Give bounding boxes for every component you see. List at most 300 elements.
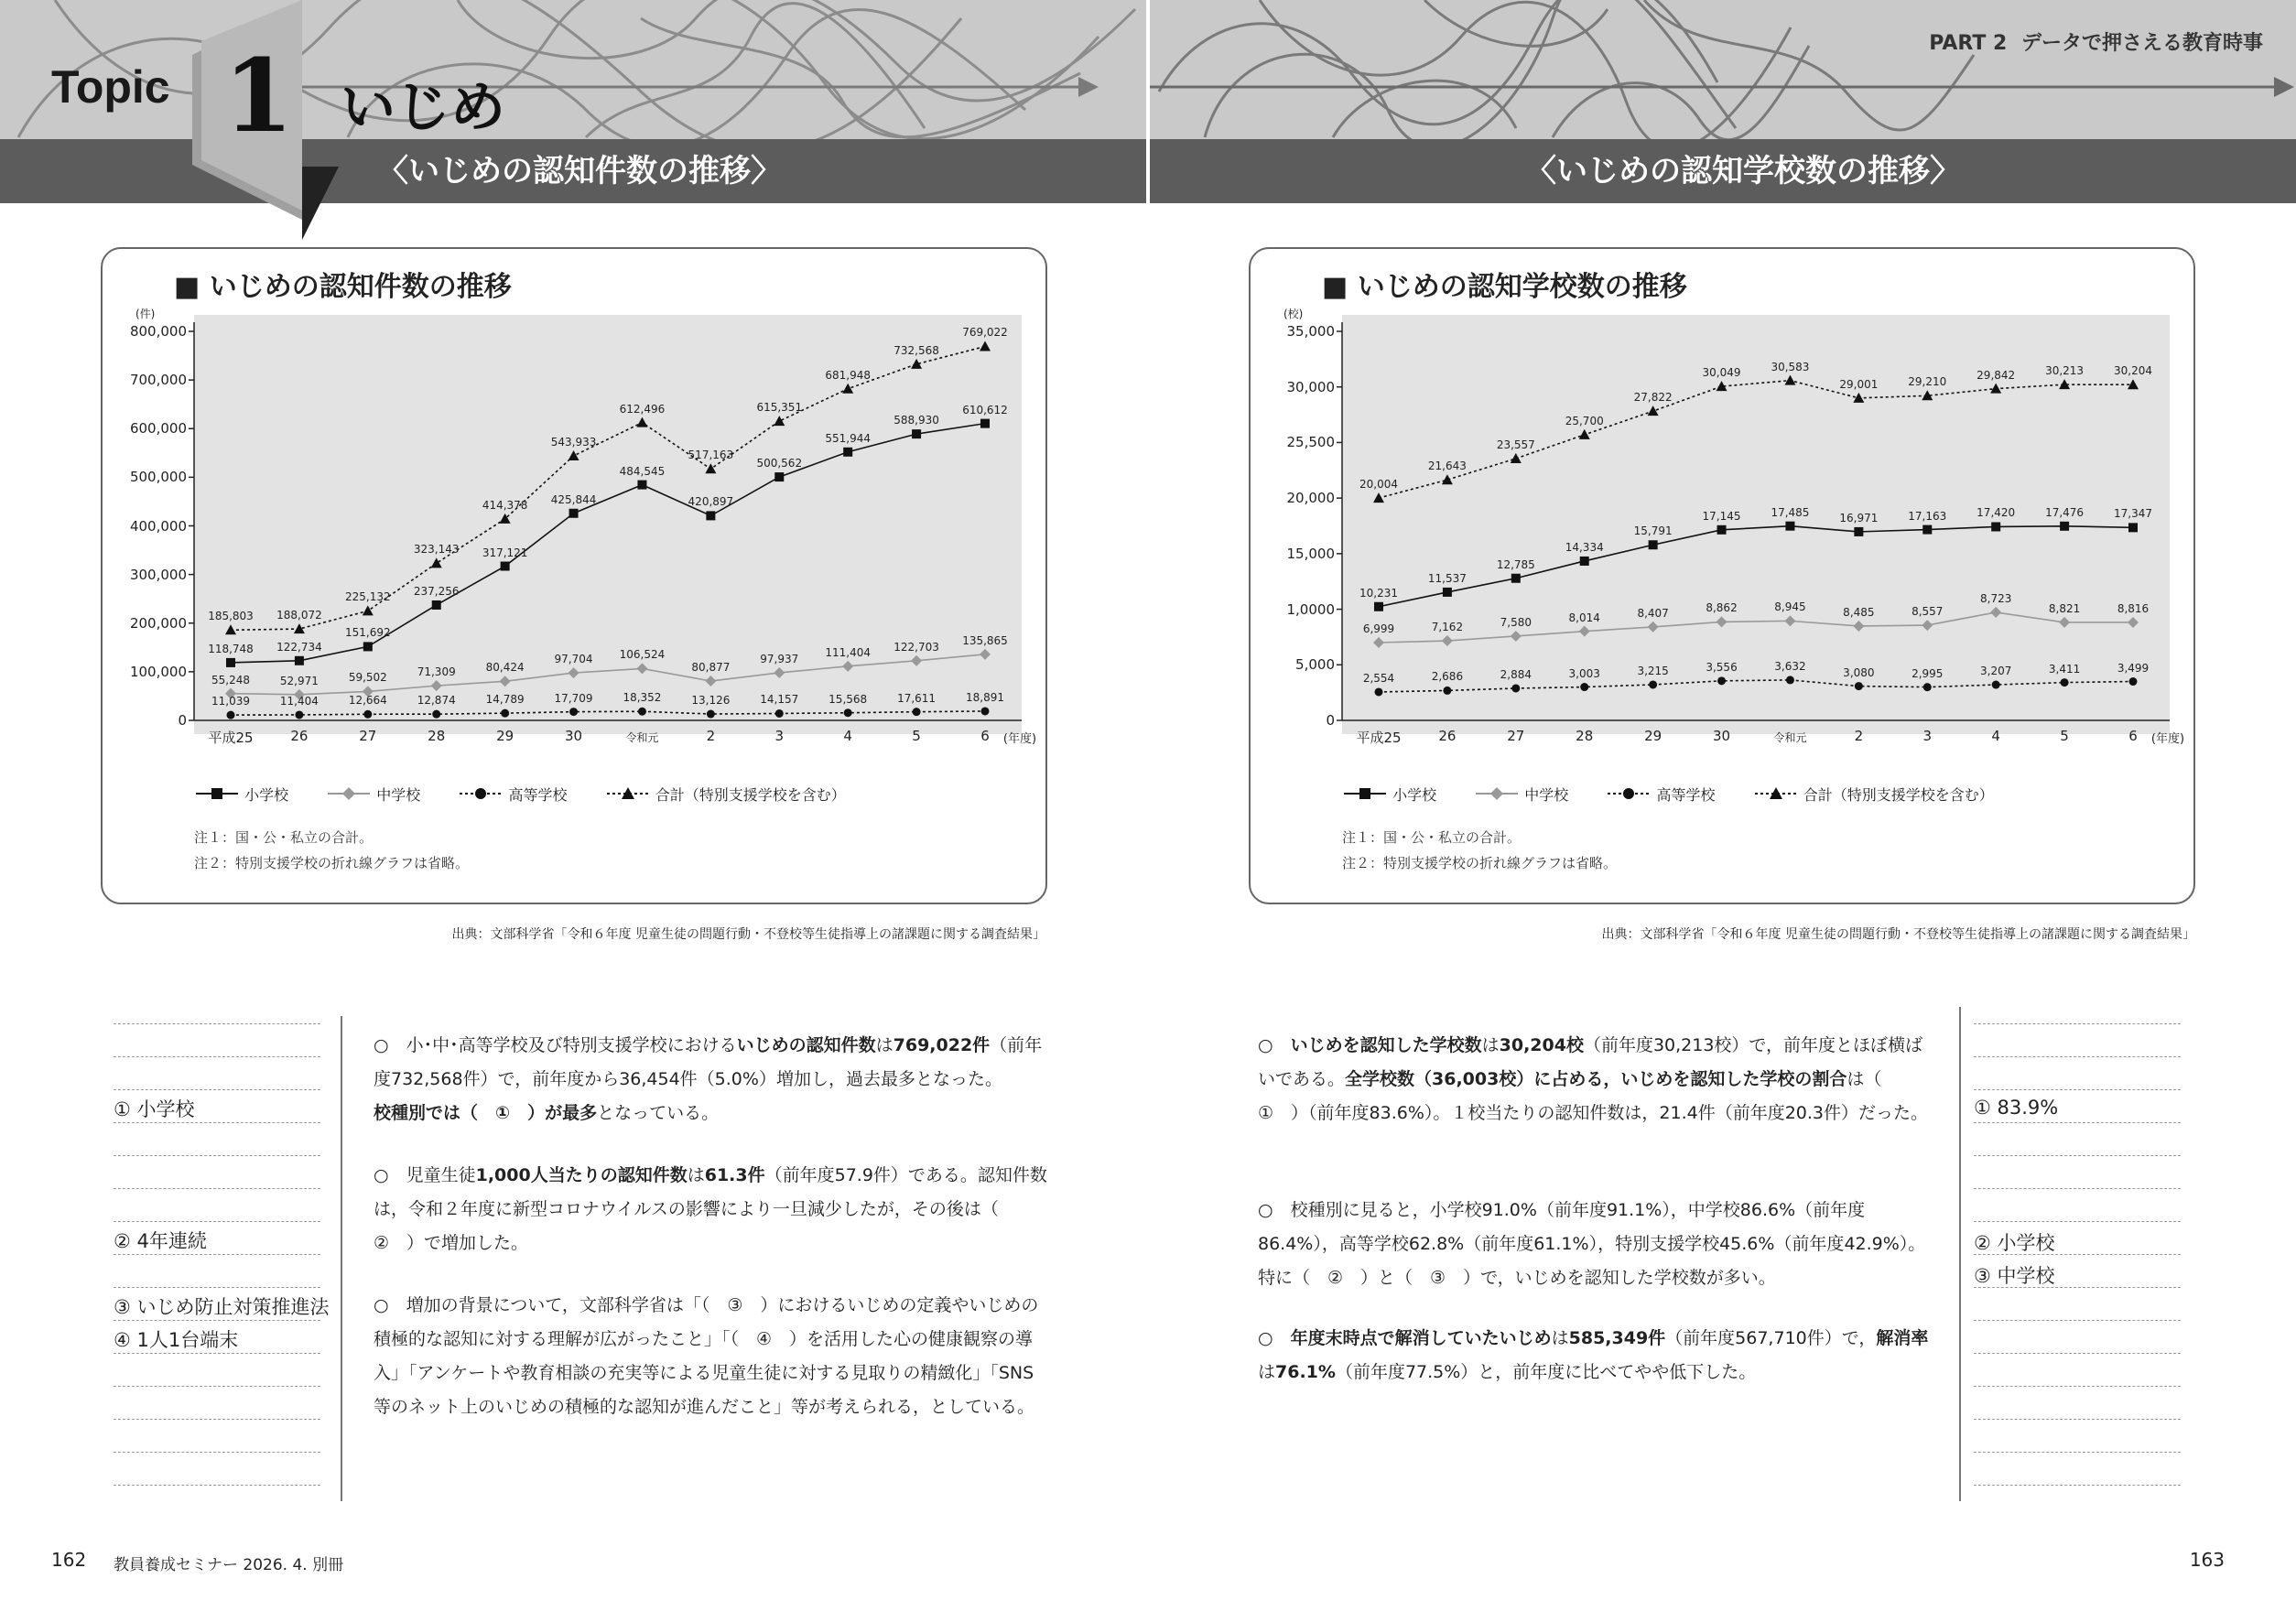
memo-line xyxy=(1974,1320,2181,1321)
data-label: 732,568 xyxy=(893,343,939,357)
data-label: 543,933 xyxy=(550,436,597,449)
x-tick-label: 28 xyxy=(428,728,446,744)
legend-item xyxy=(1474,784,1568,805)
data-point xyxy=(1784,375,1795,385)
memo-line xyxy=(114,1419,320,1420)
data-point xyxy=(705,676,716,687)
data-point xyxy=(1717,676,1726,685)
data-label: 14,789 xyxy=(485,693,525,707)
data-point xyxy=(980,341,991,351)
data-label: 7,162 xyxy=(1431,621,1464,634)
data-point xyxy=(774,472,784,481)
x-tick-label: 30 xyxy=(1712,728,1731,744)
right-column-divider xyxy=(1959,1007,1961,1501)
data-label: 12,874 xyxy=(417,694,456,708)
left-subtitle-bar xyxy=(0,139,1146,203)
left-chart-heading: ■ いじめの認知件数の推移 xyxy=(174,271,512,303)
memo-line xyxy=(114,1452,320,1453)
text-span: （前 xyxy=(990,1035,1025,1055)
text-span: の積極的な認知に対する理解が広がったこと」「（ ④ ）を活用した心の健康観察 xyxy=(374,1295,1039,1349)
data-label: 6,999 xyxy=(1362,622,1395,635)
data-label: 8,862 xyxy=(1706,601,1738,615)
data-label: 80,424 xyxy=(485,661,525,675)
data-point xyxy=(774,667,785,678)
data-point xyxy=(1375,687,1383,696)
data-label: 8,485 xyxy=(1843,605,1875,619)
right-paragraph-2 xyxy=(1258,1194,1935,1295)
data-label: 29,001 xyxy=(1839,377,1879,391)
memo-answer: ② 小学校 xyxy=(1974,1232,2055,1254)
data-point xyxy=(638,708,646,716)
data-point xyxy=(1991,522,2000,531)
data-point xyxy=(501,562,510,571)
memo-answer: ① 小学校 xyxy=(114,1098,195,1120)
x-tick-label: 28 xyxy=(1576,728,1594,744)
data-point xyxy=(637,481,646,490)
data-label: 30,213 xyxy=(2045,364,2085,378)
y-tick-label: 0 xyxy=(178,712,187,729)
x-tick-label: 27 xyxy=(1507,728,1525,744)
data-point xyxy=(227,711,235,719)
memo-line xyxy=(114,1122,320,1123)
memo-line xyxy=(1974,1023,2181,1024)
text-span: 知件数は，令和２年度に新型コロナウイルスの影響により一旦減少したが，その xyxy=(374,1165,1047,1219)
x-tick-label: 3 xyxy=(774,728,785,744)
series-line xyxy=(1379,612,2133,643)
data-label: 3,207 xyxy=(1979,665,2012,678)
data-point xyxy=(2061,678,2069,687)
chart-note: 注１：国・公・私立の合計。 xyxy=(194,829,374,846)
data-label: 225,132 xyxy=(345,590,391,604)
data-label: 615,351 xyxy=(756,401,803,415)
memo-line xyxy=(114,1353,320,1354)
data-label: 17,709 xyxy=(554,691,593,705)
y-tick-label: 300,000 xyxy=(129,566,187,583)
data-point xyxy=(775,709,784,718)
data-label: 2,995 xyxy=(1912,666,1944,680)
text-bold: 全学校数（36,003校）に占める，いじめを認知した学校の割合 xyxy=(1345,1069,1847,1089)
data-point xyxy=(706,511,715,520)
text-span: は xyxy=(1258,1362,1276,1382)
part-title: データで押さえる教育時事 xyxy=(2020,32,2263,55)
x-tick-label: 平成25 xyxy=(208,730,254,746)
data-point xyxy=(1374,602,1383,611)
text-span: 86.4%），高等学校62.8%（前年度61.1%），特別支援学校45.6%（前年度 xyxy=(1258,1234,1845,1254)
text-span: は xyxy=(1551,1328,1569,1348)
text-span: ○ 児童生徒 xyxy=(374,1165,476,1185)
data-point xyxy=(1855,682,1863,690)
text-span: （前年度567,710件）で， xyxy=(1665,1328,1877,1348)
memo-line xyxy=(1974,1056,2181,1057)
data-label: 425,844 xyxy=(550,492,597,506)
data-label: 17,476 xyxy=(2045,505,2085,519)
data-label: 122,734 xyxy=(276,640,322,654)
data-point xyxy=(1990,384,2001,394)
legend-item xyxy=(458,784,567,805)
data-label: 188,072 xyxy=(276,609,322,622)
memo-line xyxy=(1974,1089,2181,1090)
x-tick-label: 2 xyxy=(706,728,716,744)
series-line xyxy=(231,343,985,630)
data-label: 8,557 xyxy=(1912,605,1944,619)
data-label: 10,231 xyxy=(1359,586,1398,600)
text-span: （前年度57.9件）である。認 xyxy=(764,1165,995,1185)
data-point xyxy=(432,710,440,719)
x-tick-label: 4 xyxy=(1991,728,2000,744)
y-axis-unit: (校) xyxy=(1283,308,1304,320)
data-point xyxy=(705,463,716,473)
memo-line xyxy=(1974,1221,2181,1222)
text-bold: いじめを認知した学校数 xyxy=(1290,1035,1482,1055)
data-point xyxy=(1579,626,1590,637)
data-point xyxy=(295,656,304,665)
data-label: 17,145 xyxy=(1702,509,1741,523)
y-tick-label: 600,000 xyxy=(129,420,187,438)
data-label: 17,485 xyxy=(1771,505,1810,519)
data-label: 30,049 xyxy=(1702,366,1741,380)
right-paragraph-3 xyxy=(1258,1322,1935,1390)
legend-label: 中学校 xyxy=(376,786,421,804)
y-tick-label: 20,000 xyxy=(1286,490,1335,507)
y-tick-label: 0 xyxy=(1326,712,1335,729)
data-label: 16,971 xyxy=(1839,511,1879,524)
legend-label: 高等学校 xyxy=(508,786,568,804)
data-label: 17,347 xyxy=(2114,507,2152,521)
text-bold: 1,000人当たりの認知件数 xyxy=(475,1165,688,1185)
right-subtitle: 〈いじめの認知学校数の推移〉 xyxy=(1525,153,1961,189)
data-label: 13,126 xyxy=(691,694,731,708)
data-label: 52,971 xyxy=(279,674,319,687)
y-tick-label: 30,000 xyxy=(1286,378,1335,395)
text-span: 横ばいである。 xyxy=(1258,1035,1923,1089)
data-point xyxy=(1511,574,1521,583)
data-label: 18,352 xyxy=(623,691,662,705)
text-span: ○ 増加の背景について，文部科学省は「（ ③ ）におけるいじめの定義やいじめ xyxy=(374,1295,1022,1315)
legend-item xyxy=(605,784,846,805)
data-point xyxy=(1443,588,1452,597)
data-point xyxy=(842,384,853,394)
data-label: 11,039 xyxy=(211,695,250,708)
legend-item xyxy=(1753,784,1994,805)
legend-label: 小学校 xyxy=(244,786,289,804)
data-label: 106,524 xyxy=(619,648,666,662)
x-tick-label: 6 xyxy=(2128,728,2138,744)
data-label: 15,791 xyxy=(1633,524,1673,538)
data-label: 17,420 xyxy=(1977,506,2016,520)
y-tick-label: 5,000 xyxy=(1295,656,1335,674)
legend-label: 高等学校 xyxy=(1656,786,1716,804)
text-span: は（ ① ）（前年度83.6%）。１校当たりの認知件数は，21.4件（前年度20.3件） xyxy=(1258,1069,1900,1123)
series-line xyxy=(1379,526,2133,607)
data-point xyxy=(1373,492,1384,503)
data-label: 588,930 xyxy=(893,414,939,427)
data-label: 97,937 xyxy=(760,652,799,665)
series-line xyxy=(1379,680,2133,692)
data-label: 517,163 xyxy=(688,449,734,462)
data-point xyxy=(1580,683,1588,691)
memo-line xyxy=(1974,1386,2181,1387)
memo-answer: ④ 1人1台端末 xyxy=(114,1329,239,1351)
data-point xyxy=(1922,620,1933,631)
data-point xyxy=(363,642,373,651)
memo-line xyxy=(1974,1485,2181,1486)
data-label: 484,545 xyxy=(619,464,666,478)
data-label: 3,411 xyxy=(2048,662,2081,676)
data-label: 23,557 xyxy=(1496,438,1535,451)
data-point xyxy=(843,448,852,457)
text-span: 42.9%）。特に（ ② ）と（ ③ ）で，いじめを認知した学校数が多い。 xyxy=(1258,1234,1926,1288)
x-tick-label: 4 xyxy=(843,728,852,744)
data-label: 3,003 xyxy=(1568,666,1600,680)
data-label: 317,121 xyxy=(482,546,528,559)
data-point xyxy=(842,661,853,672)
data-point xyxy=(2128,617,2139,628)
y-tick-label: 100,000 xyxy=(129,663,187,680)
data-point xyxy=(1854,527,1863,536)
data-label: 14,334 xyxy=(1565,540,1604,554)
data-point xyxy=(1717,616,1727,627)
publication-name: 教員養成セミナー 2026. 4. 別冊 xyxy=(114,1556,344,1574)
text-span: は xyxy=(1481,1035,1500,1055)
data-label: 185,803 xyxy=(208,610,254,623)
data-point xyxy=(1990,607,2001,618)
memo-line xyxy=(114,1287,320,1288)
data-label: 8,816 xyxy=(2117,601,2150,615)
data-label: 151,692 xyxy=(345,626,391,640)
y-tick-label: 700,000 xyxy=(129,372,187,389)
y-tick-label: 400,000 xyxy=(129,517,187,535)
memo-line xyxy=(114,1254,320,1255)
data-point xyxy=(636,663,647,674)
data-point xyxy=(912,429,921,438)
memo-line xyxy=(114,1320,320,1321)
data-label: 681,948 xyxy=(825,368,871,382)
data-label: 769,022 xyxy=(962,326,1008,340)
left-paragraph-3 xyxy=(374,1289,1051,1424)
legend-item xyxy=(1342,784,1436,805)
data-label: 8,723 xyxy=(1979,591,2012,605)
right-paragraph-1 xyxy=(1258,1029,1935,1130)
data-label: 551,944 xyxy=(825,431,871,445)
text-span: となっている。 xyxy=(597,1103,720,1123)
topic-title: いじめ xyxy=(341,76,505,140)
data-label: 420,897 xyxy=(688,495,734,509)
legend-item xyxy=(326,784,420,805)
data-point xyxy=(432,600,441,610)
data-point xyxy=(431,557,442,568)
data-point xyxy=(1922,525,1932,535)
y-tick-label: 200,000 xyxy=(129,614,187,632)
memo-line xyxy=(1974,1155,2181,1156)
topic-label: Topic xyxy=(51,61,170,113)
data-label: 80,877 xyxy=(691,661,731,675)
circle-marker-icon xyxy=(1606,787,1652,800)
data-label: 7,580 xyxy=(1500,615,1532,629)
x-tick-label: 令和元 xyxy=(1773,731,1807,744)
data-point xyxy=(1442,635,1453,646)
series-line xyxy=(231,424,985,666)
x-tick-label: 29 xyxy=(1644,728,1662,744)
data-label: 17,611 xyxy=(897,691,937,705)
data-point xyxy=(1786,676,1794,684)
memo-line xyxy=(1974,1452,2181,1453)
left-paragraph-2 xyxy=(374,1159,1051,1260)
y-tick-label: 800,000 xyxy=(129,323,187,340)
data-label: 12,785 xyxy=(1496,557,1535,571)
data-label: 20,004 xyxy=(1359,478,1398,492)
data-point xyxy=(1511,453,1522,463)
text-bold: 769,022件 xyxy=(893,1035,991,1055)
part-label xyxy=(1929,27,2263,56)
x-tick-label: 2 xyxy=(1854,728,1864,744)
data-point xyxy=(1784,615,1795,626)
data-point xyxy=(295,710,303,719)
data-label: 3,632 xyxy=(1774,659,1806,673)
x-tick-label: 3 xyxy=(1922,728,1933,744)
text-span: 後は（ ② ）で増加した。 xyxy=(374,1199,1016,1253)
data-label: 111,404 xyxy=(825,645,871,659)
data-point xyxy=(1442,474,1453,484)
memo-line xyxy=(114,1485,320,1486)
diamond-marker-icon xyxy=(326,787,372,800)
data-label: 27,822 xyxy=(1633,391,1673,405)
legend-item xyxy=(1606,784,1715,805)
data-point xyxy=(1992,681,2000,689)
text-span: だった。 xyxy=(1858,1103,1929,1123)
right-subtitle-bar xyxy=(1150,139,2296,203)
x-tick-label: 平成25 xyxy=(1356,730,1402,746)
topic-number: 1 xyxy=(223,37,294,155)
data-point xyxy=(980,649,991,660)
data-label: 17,163 xyxy=(1908,509,1947,523)
data-point xyxy=(569,450,579,460)
y-tick-label: 500,000 xyxy=(129,469,187,486)
data-point xyxy=(911,655,922,666)
left-column-divider xyxy=(341,1016,342,1501)
y-tick-label: 15,000 xyxy=(1286,545,1335,562)
data-label: 8,821 xyxy=(2048,601,2081,615)
data-point xyxy=(913,708,921,716)
data-label: 3,215 xyxy=(1637,664,1669,677)
scribble-decoration xyxy=(1150,0,2296,139)
data-label: 25,700 xyxy=(1565,414,1604,427)
data-point xyxy=(1649,680,1657,688)
memo-answer: ① 83.9% xyxy=(1974,1097,2059,1119)
text-bold: 校種別では（ ① ）が最多 xyxy=(374,1103,598,1123)
text-bold: 61.3件 xyxy=(704,1165,765,1185)
data-point xyxy=(1579,429,1590,439)
chart-note: 注２：特別支援学校の折れ線グラフは省略。 xyxy=(194,855,470,871)
data-point xyxy=(226,658,235,667)
x-tick-label: 30 xyxy=(564,728,583,744)
memo-line xyxy=(114,1056,320,1057)
data-label: 135,865 xyxy=(962,633,1008,647)
text-span: 年度732,568件）で，前年度から36,454件（5.0%）増加し，過去最多となった。 xyxy=(374,1035,1043,1089)
x-tick-label: 26 xyxy=(1438,728,1457,744)
memo-answer: ③ いじめ防止対策推進法 xyxy=(114,1296,330,1318)
data-label: 323,143 xyxy=(413,543,460,557)
data-point xyxy=(225,624,236,634)
data-point xyxy=(501,709,509,718)
legend-label: 中学校 xyxy=(1524,786,1569,804)
data-label: 612,496 xyxy=(619,402,666,416)
text-bold: 解 xyxy=(1876,1328,1894,1348)
data-label: 118,748 xyxy=(208,642,254,655)
data-point xyxy=(1511,684,1520,692)
memo-line xyxy=(114,1221,320,1222)
legend-label: 合計（特別支援学校を含む） xyxy=(655,786,846,804)
legend-label: 小学校 xyxy=(1392,786,1437,804)
data-label: 122,703 xyxy=(893,640,939,654)
chart-note: 注１：国・公・私立の合計。 xyxy=(1342,829,1522,846)
text-span: は xyxy=(687,1165,705,1185)
data-point xyxy=(1717,525,1727,535)
left-header-band xyxy=(0,0,1146,139)
data-point xyxy=(636,417,647,427)
data-label: 11,404 xyxy=(279,694,319,708)
x-tick-label: 6 xyxy=(980,728,990,744)
data-label: 2,554 xyxy=(1362,671,1395,685)
data-point xyxy=(569,509,579,518)
data-point xyxy=(2129,677,2138,686)
memo-answer: ③ 中学校 xyxy=(1974,1265,2055,1287)
data-label: 2,686 xyxy=(1431,670,1464,684)
data-label: 8,407 xyxy=(1637,606,1669,620)
data-label: 71,309 xyxy=(417,665,456,679)
x-tick-label: 令和元 xyxy=(625,731,659,744)
data-label: 55,248 xyxy=(211,673,250,687)
memo-line xyxy=(114,1155,320,1156)
text-span: ○ xyxy=(1258,1328,1291,1348)
memo-line xyxy=(114,1023,320,1024)
data-label: 8,014 xyxy=(1568,611,1600,624)
data-point xyxy=(1648,622,1659,633)
y-tick-label: 25,500 xyxy=(1286,434,1335,451)
data-point xyxy=(569,667,579,678)
memo-line xyxy=(114,1089,320,1090)
data-label: 21,643 xyxy=(1427,460,1467,473)
data-point xyxy=(980,419,990,428)
data-point xyxy=(500,676,511,687)
data-label: 29,210 xyxy=(1908,375,1947,389)
text-bold: 30,204校 xyxy=(1499,1035,1584,1055)
memo-line xyxy=(1974,1419,2181,1420)
memo-line xyxy=(114,1188,320,1189)
data-label: 11,537 xyxy=(1427,571,1467,585)
text-bold: 585,349件 xyxy=(1568,1328,1666,1348)
right-chart-heading: ■ いじめの認知学校数の推移 xyxy=(1322,271,1687,303)
data-label: 29,842 xyxy=(1977,368,2016,382)
data-point xyxy=(1443,687,1451,695)
data-label: 2,884 xyxy=(1500,667,1532,681)
memo-line xyxy=(114,1386,320,1387)
text-bold: 76.1% xyxy=(1275,1362,1336,1382)
data-point xyxy=(1648,406,1659,416)
text-bold: 消率 xyxy=(1893,1328,1929,1348)
x-tick-label: 26 xyxy=(290,728,309,744)
data-point xyxy=(1649,540,1658,549)
data-point xyxy=(363,710,372,719)
data-label: 12,664 xyxy=(348,694,387,708)
square-marker-icon xyxy=(194,787,240,800)
legend-label: 合計（特別支援学校を含む） xyxy=(1803,786,1994,804)
text-bold: 年度末時点で解消していたいじめ xyxy=(1290,1328,1552,1348)
y-tick-label: 1,0000 xyxy=(1286,600,1335,618)
scribble-decoration xyxy=(0,0,1146,139)
y-axis-unit: (件) xyxy=(135,308,156,320)
data-point xyxy=(1373,637,1384,648)
x-axis-unit: (年度) xyxy=(2150,732,2185,746)
